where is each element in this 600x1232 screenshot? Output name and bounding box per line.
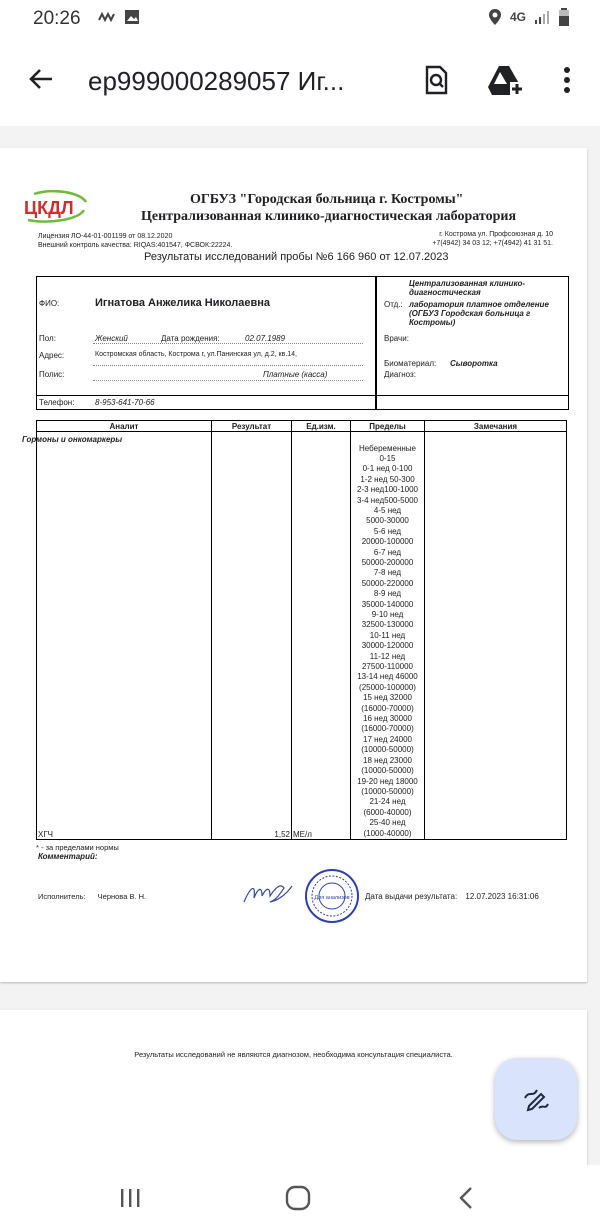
signal-wave-icon	[98, 12, 116, 22]
signature	[240, 878, 296, 908]
back-chevron-icon	[456, 1185, 476, 1211]
more-options-icon[interactable]	[552, 64, 582, 96]
header-limits: Пределы	[351, 421, 425, 432]
cdl-logo	[22, 190, 90, 224]
remarks	[425, 444, 567, 840]
limit-line: 8-9 нед	[373, 589, 402, 599]
app-bar	[0, 36, 600, 126]
org-name: ОГБУЗ "Городская больница г. Костромы"	[190, 192, 464, 207]
recents-button[interactable]	[112, 1183, 148, 1213]
executor-row	[38, 892, 146, 901]
limit-line: 13-14 нед 46000	[357, 672, 418, 682]
comment-label: Комментарий:	[38, 852, 98, 861]
limit-line: (16000-70000)	[361, 703, 414, 713]
dob-label: Дата рождения:	[161, 334, 220, 343]
lab-info-box	[375, 276, 569, 410]
policy-label: Полис:	[39, 370, 65, 379]
limit-line: 27500-110000	[361, 662, 413, 672]
limit-line: 10-11 нед	[369, 630, 406, 640]
limit-line: 16 нед 30000	[363, 714, 412, 724]
limit-line: 32500-130000	[361, 620, 414, 630]
lab-address: г. Кострома ул. Профсоюзная д. 10 +7(4942) 34 03 12; +7(4942) 41 31 51.	[432, 231, 553, 247]
biomaterial-label: Биоматериал:	[384, 359, 437, 368]
limit-line: 5000-30000	[366, 516, 409, 526]
patient-address: Костромская область, Кострома г, ул.Панинская ул, д.2, кв.14,	[95, 351, 298, 358]
battery-icon	[558, 8, 570, 26]
lab-name: Централизованная клинико-диагностическая лаборатория	[141, 209, 517, 224]
patient-sex: Женский	[95, 334, 128, 343]
add-to-drive-icon[interactable]	[488, 64, 524, 96]
issue-date: 12.07.2023 16:31:06	[465, 892, 539, 901]
analyte-name: ХГЧ	[37, 444, 212, 840]
limit-line: 15 нед 32000	[363, 693, 412, 703]
limit-line: 5-6 нед	[373, 526, 402, 536]
lab-stamp	[304, 868, 360, 924]
back-button[interactable]	[448, 1183, 484, 1213]
reference-limits	[351, 444, 425, 840]
doctor-label: Врачи:	[384, 334, 409, 343]
fio-label: ФИО:	[39, 299, 60, 308]
limit-line: 35000-140000	[361, 599, 414, 609]
limit-line: (6000-40000)	[363, 807, 412, 817]
limit-line: 2-3 нед100-1000	[357, 485, 418, 495]
header-analyte: Аналит	[37, 421, 212, 432]
dept-label: Отд.:	[384, 300, 403, 309]
section-title: Гормоны и онкомаркеры	[22, 435, 123, 444]
phone-label: Телефон:	[39, 398, 75, 407]
dept-name: лаборатория платное отделение (ОГБУЗ Городская больница г Костромы)	[409, 300, 549, 327]
limit-line: 4-5 нед	[373, 505, 402, 515]
patient-policy: Платные (касса)	[263, 370, 328, 379]
recents-icon	[118, 1187, 142, 1209]
patient-info-box	[36, 276, 377, 410]
patient-dob: 02.07.1989	[245, 334, 286, 343]
limit-line: (10000-50000)	[361, 745, 414, 755]
issue-date-row	[365, 892, 539, 901]
pdf-page-1	[0, 148, 587, 982]
limit-line: 19-20 нед 18000	[357, 776, 418, 786]
limit-line: 50000-200000	[361, 557, 414, 567]
limit-line: 20000-100000	[361, 537, 414, 547]
limit-line: 1-2 нед 50-300	[360, 474, 415, 484]
disclaimer: Результаты исследований не являются диагнозом, необходима консультация специалиста.	[134, 1050, 453, 1059]
limit-line: 6-7 нед	[373, 547, 402, 557]
header-result: Результат	[212, 421, 292, 432]
diagnosis-label: Диагноз:	[384, 370, 416, 379]
edit-fab[interactable]	[495, 1058, 577, 1140]
patient-phone: 8-953-641-70-66	[95, 398, 155, 407]
network-type: 4G	[509, 10, 526, 24]
table-row	[37, 444, 567, 840]
document-title: ep999000289057 Иг...	[88, 66, 345, 96]
issue-label: Дата выдачи результата:	[365, 892, 458, 901]
limit-line: 7-8 нед	[373, 568, 402, 578]
image-icon	[124, 9, 140, 25]
footnote: * - за пределами нормы	[36, 843, 119, 852]
patient-name: Игнатова Анжелика Николаевна	[95, 297, 271, 309]
address-label: Адрес:	[39, 351, 65, 360]
limit-line: 9-10 нед	[371, 610, 404, 619]
limit-line: 3-4 нед500-5000	[357, 495, 418, 505]
results-table	[36, 420, 567, 840]
logo-text: ЦКДЛ	[24, 198, 74, 218]
stamp-text: Для анализов	[314, 895, 350, 901]
limit-line: 25-40 нед	[369, 818, 406, 828]
limit-line: (25000-100000)	[359, 682, 416, 692]
status-bar	[0, 0, 600, 36]
limit-line: (10000-50000)	[361, 786, 414, 796]
signal-icon	[534, 9, 550, 25]
header-unit: Ед.изм.	[292, 421, 351, 432]
dept-head: Централизованная клинико-диагностическая	[409, 279, 526, 297]
limit-line: 18 нед 23000	[363, 755, 412, 765]
sex-label: Пол:	[39, 334, 56, 343]
results-title: Результаты исследований пробы №6 166 960 от 12.07.2023	[144, 251, 449, 263]
limit-line: Небеременные	[359, 443, 416, 453]
limit-line: 50000-220000	[361, 578, 414, 588]
license-info: Лицензия ЛО-44-01-001199 от 08.12.2020 Внешний контроль качества: RIQAS:401547, ФСВОК:22224.	[38, 233, 233, 249]
header-remarks: Замечания	[425, 421, 567, 432]
executor-label: Исполнитель:	[38, 892, 86, 901]
result-value: 1,52	[212, 444, 292, 840]
limit-line: 17 нед 24000	[363, 734, 412, 744]
limit-line: (10000-50000)	[361, 766, 414, 776]
result-unit: МЕ/л	[292, 444, 351, 840]
back-arrow-icon[interactable]	[26, 64, 56, 94]
limit-line: 0-15	[379, 453, 396, 463]
executor-name: Чернова В. Н.	[97, 892, 147, 901]
limit-line: 21-24 нед	[369, 797, 406, 807]
limit-line: 11-12 нед	[369, 651, 406, 661]
limit-line: 30000-120000	[361, 641, 414, 651]
limit-line: (16000-70000)	[361, 724, 414, 734]
limit-line: 0-1 нед 0-100	[362, 464, 413, 474]
limit-line: (1000-40000)	[363, 828, 412, 838]
biomaterial: Сыворотка	[450, 359, 498, 368]
home-button[interactable]	[280, 1183, 316, 1213]
pen-squiggle-icon	[521, 1084, 551, 1114]
system-nav-bar	[0, 1165, 600, 1232]
status-time: 20:26	[33, 8, 81, 29]
location-icon	[488, 8, 502, 26]
search-document-icon[interactable]	[420, 64, 452, 96]
home-icon	[284, 1185, 312, 1211]
